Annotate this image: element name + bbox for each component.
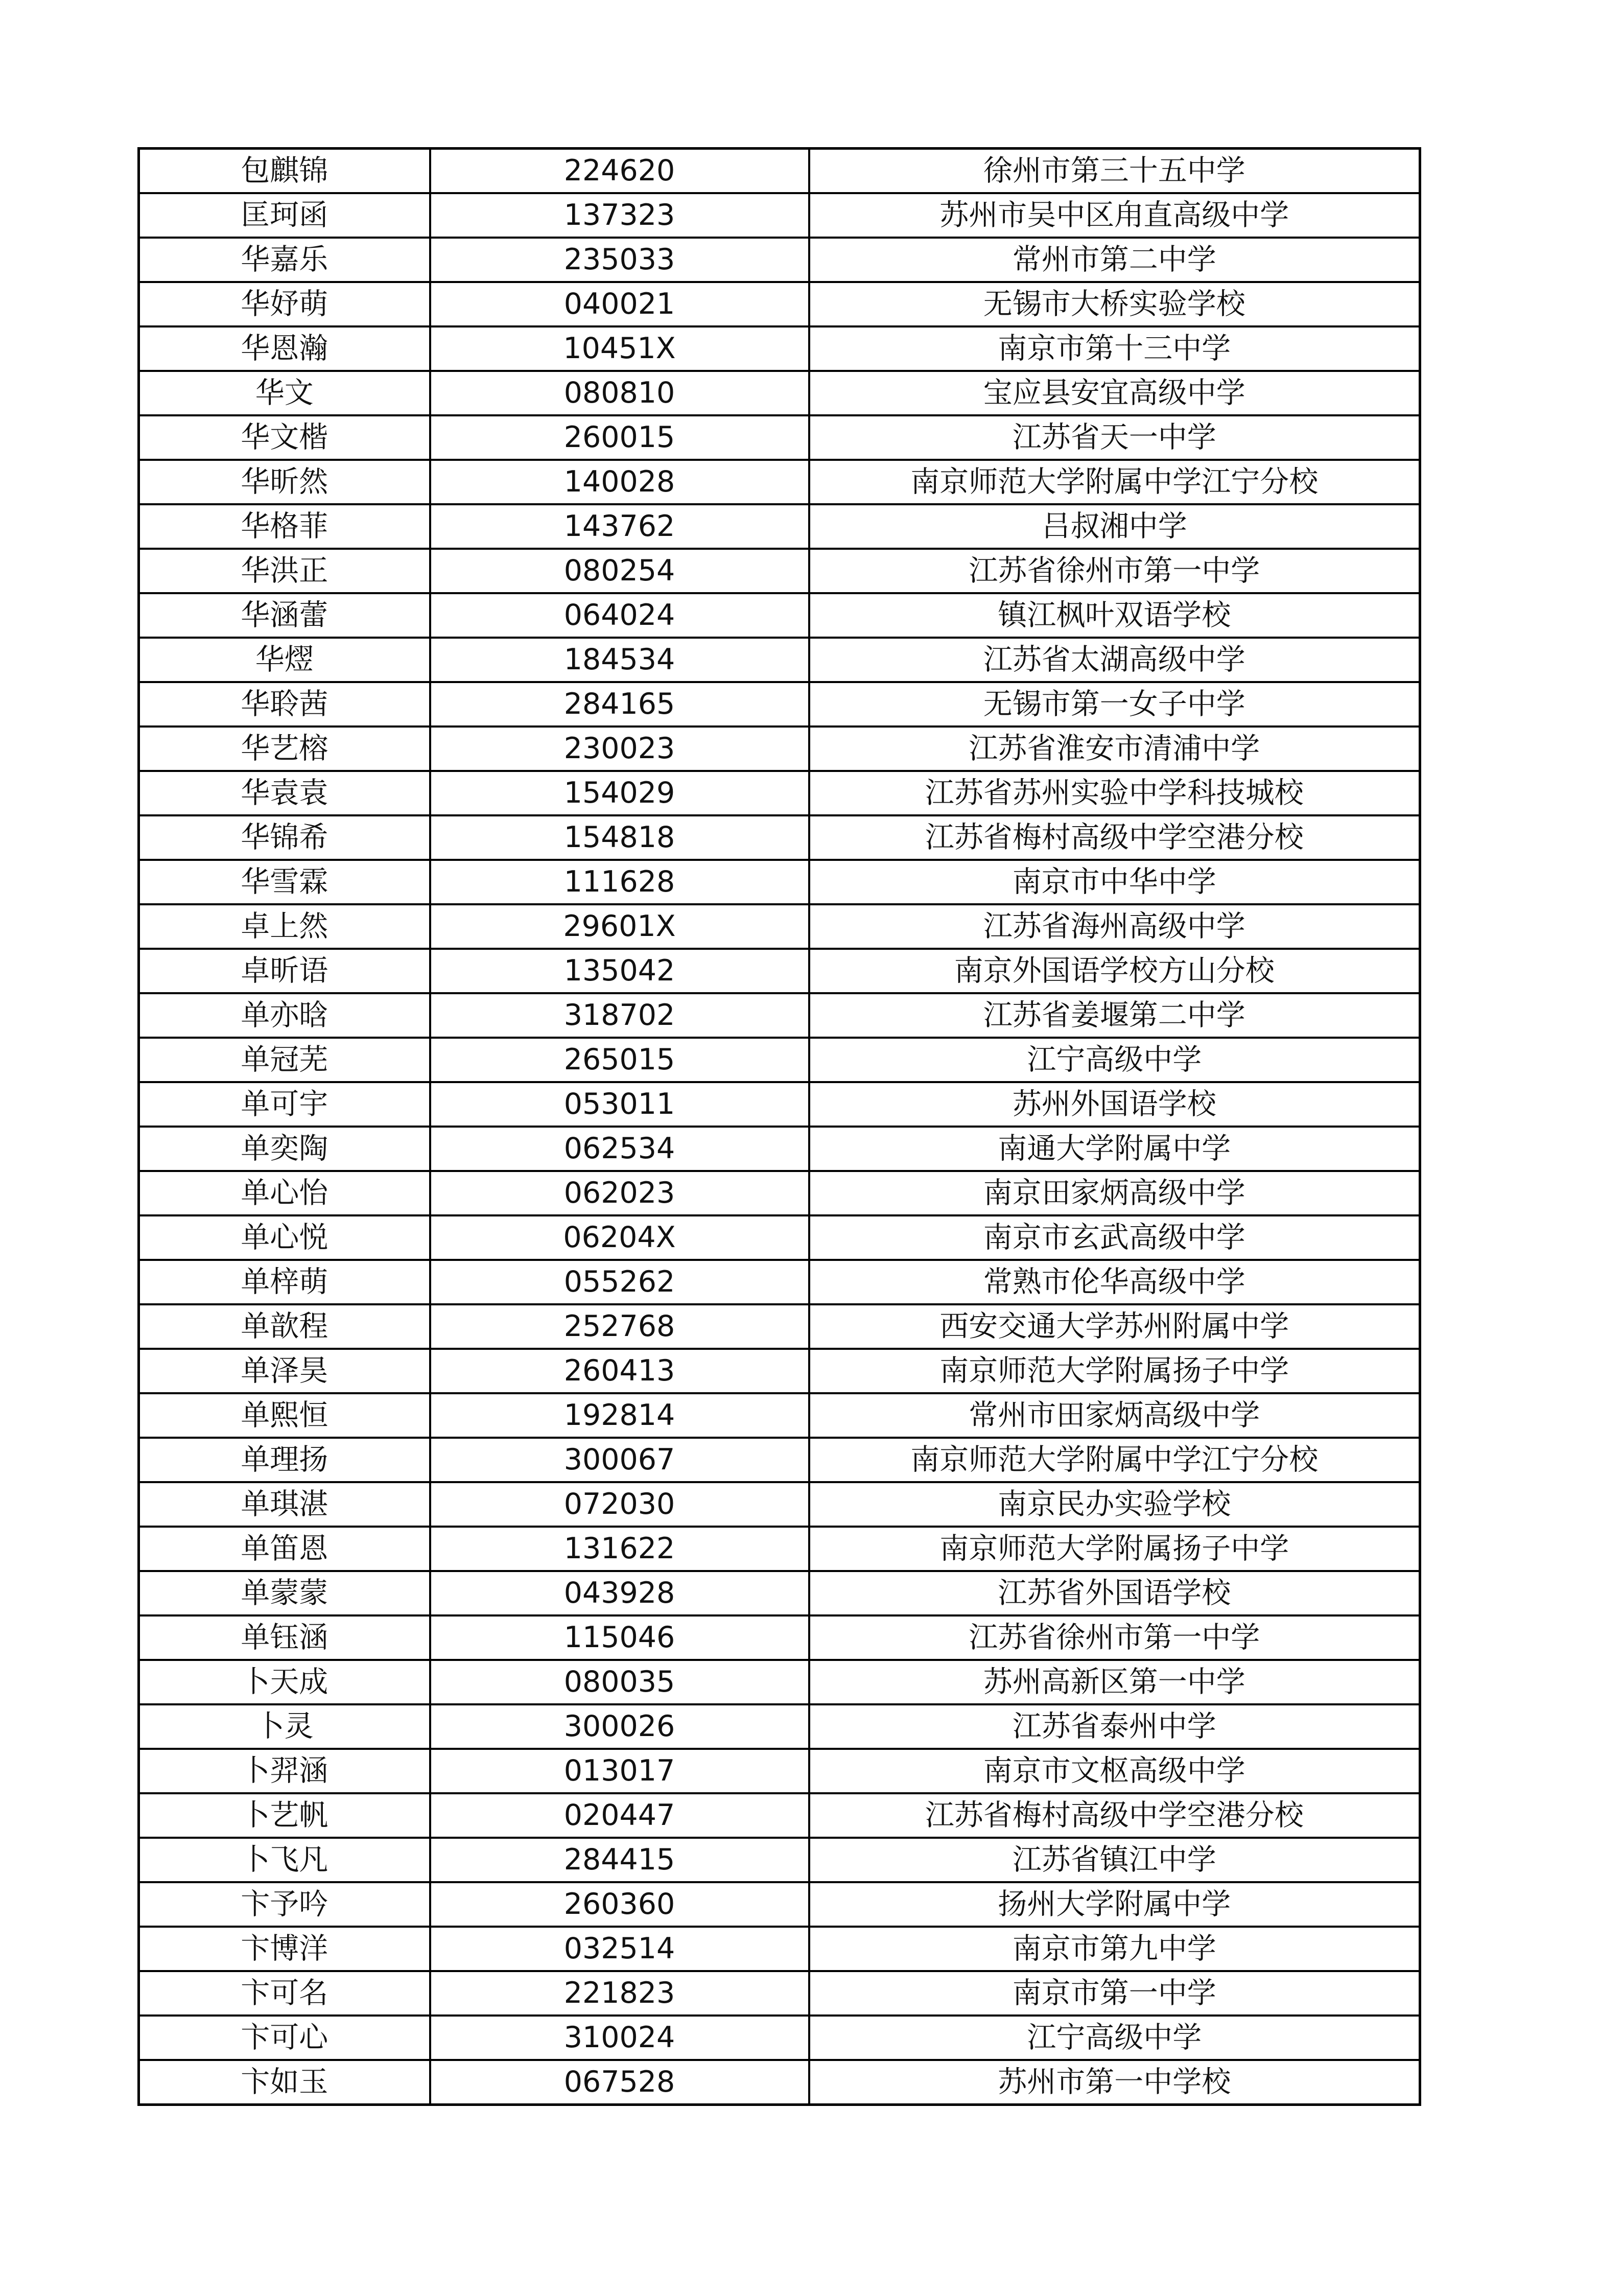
name-cell: 华锦希: [139, 815, 430, 860]
school-cell: 南京师范大学附属扬子中学: [809, 1349, 1420, 1393]
table-row: [139, 371, 1420, 415]
id-cell: 221823: [430, 1971, 809, 2016]
name-cell: 单梓萌: [139, 1260, 430, 1304]
id-cell: 055262: [430, 1260, 809, 1304]
school-cell: 江苏省姜堰第二中学: [809, 993, 1420, 1038]
school-cell: 无锡市大桥实验学校: [809, 282, 1420, 326]
table-row: [139, 1838, 1420, 1882]
id-cell: 230023: [430, 727, 809, 771]
table-row: [139, 1349, 1420, 1393]
school-cell: 江苏省苏州实验中学科技城校: [809, 771, 1420, 815]
name-cell: 匡珂函: [139, 193, 430, 238]
id-cell: 067528: [430, 2060, 809, 2105]
name-cell: 单蒙蒙: [139, 1571, 430, 1615]
school-cell: 江苏省徐州市第一中学: [809, 1615, 1420, 1660]
school-cell: 宝应县安宜高级中学: [809, 371, 1420, 415]
school-cell: 江苏省镇江中学: [809, 1838, 1420, 1882]
name-cell: 华妤萌: [139, 282, 430, 326]
name-cell: 卜飞凡: [139, 1838, 430, 1882]
id-cell: 260015: [430, 415, 809, 460]
school-cell: 常州市第二中学: [809, 238, 1420, 282]
school-cell: 常熟市伦华高级中学: [809, 1260, 1420, 1304]
id-cell: 137323: [430, 193, 809, 238]
id-cell: 032514: [430, 1927, 809, 1971]
id-cell: 29601X: [430, 904, 809, 949]
name-cell: 华洪正: [139, 549, 430, 593]
school-cell: 苏州市第一中学校: [809, 2060, 1420, 2105]
id-cell: 053011: [430, 1082, 809, 1127]
name-cell: 华聆茜: [139, 682, 430, 727]
school-cell: 江苏省徐州市第一中学: [809, 549, 1420, 593]
name-cell: 卞如玉: [139, 2060, 430, 2105]
id-cell: 184534: [430, 638, 809, 682]
school-cell: 南京外国语学校方山分校: [809, 949, 1420, 993]
table-row: [139, 2016, 1420, 2060]
name-cell: 卞予吟: [139, 1882, 430, 1927]
table-row: [139, 193, 1420, 238]
school-cell: 镇江枫叶双语学校: [809, 593, 1420, 638]
name-cell: 单笛恩: [139, 1527, 430, 1571]
name-cell: 华恩瀚: [139, 326, 430, 371]
id-cell: 135042: [430, 949, 809, 993]
table-row: [139, 1482, 1420, 1527]
table-row: [139, 2060, 1420, 2105]
name-cell: 单可宇: [139, 1082, 430, 1127]
id-cell: 192814: [430, 1393, 809, 1438]
table-row: [139, 282, 1420, 326]
table-row: [139, 1971, 1420, 2016]
id-cell: 300067: [430, 1438, 809, 1482]
id-cell: 260413: [430, 1349, 809, 1393]
school-cell: 南京市第十三中学: [809, 326, 1420, 371]
name-cell: 卜灵: [139, 1704, 430, 1749]
id-cell: 131622: [430, 1527, 809, 1571]
table-row: [139, 1171, 1420, 1215]
school-cell: 南京市第一中学: [809, 1971, 1420, 2016]
name-cell: 单心怡: [139, 1171, 430, 1215]
name-cell: 单泽昊: [139, 1349, 430, 1393]
table-row: [139, 1660, 1420, 1704]
school-cell: 江苏省梅村高级中学空港分校: [809, 1793, 1420, 1838]
name-cell: 华雪霖: [139, 860, 430, 904]
name-cell: 华袁袁: [139, 771, 430, 815]
table-row: [139, 1527, 1420, 1571]
name-cell: 单歆程: [139, 1304, 430, 1349]
school-cell: 南京市玄武高级中学: [809, 1215, 1420, 1260]
school-cell: 江宁高级中学: [809, 1038, 1420, 1082]
table-row: [139, 771, 1420, 815]
name-cell: 卜羿涵: [139, 1749, 430, 1793]
table-row: [139, 727, 1420, 771]
school-cell: 江宁高级中学: [809, 2016, 1420, 2060]
name-cell: 华文: [139, 371, 430, 415]
school-cell: 江苏省太湖高级中学: [809, 638, 1420, 682]
table-row: [139, 682, 1420, 727]
table-row: [139, 1393, 1420, 1438]
table-row: [139, 1571, 1420, 1615]
name-cell: 卞博洋: [139, 1927, 430, 1971]
name-cell: 单心悦: [139, 1215, 430, 1260]
school-cell: 扬州大学附属中学: [809, 1882, 1420, 1927]
school-cell: 南京田家炳高级中学: [809, 1171, 1420, 1215]
table-row: [139, 149, 1420, 194]
name-cell: 单理扬: [139, 1438, 430, 1482]
id-cell: 154029: [430, 771, 809, 815]
table-row: [139, 1260, 1420, 1304]
name-cell: 单亦晗: [139, 993, 430, 1038]
name-cell: 卜天成: [139, 1660, 430, 1704]
id-cell: 080254: [430, 549, 809, 593]
name-cell: 卞可名: [139, 1971, 430, 2016]
table-row: [139, 549, 1420, 593]
name-cell: 华格菲: [139, 504, 430, 549]
name-cell: 卜艺帆: [139, 1793, 430, 1838]
id-cell: 040021: [430, 282, 809, 326]
student-table-body: [139, 149, 1420, 2105]
school-cell: 南京师范大学附属中学江宁分校: [809, 1438, 1420, 1482]
id-cell: 080035: [430, 1660, 809, 1704]
table-row: [139, 1438, 1420, 1482]
table-row: [139, 326, 1420, 371]
id-cell: 064024: [430, 593, 809, 638]
school-cell: 江苏省梅村高级中学空港分校: [809, 815, 1420, 860]
table-row: [139, 949, 1420, 993]
table-row: [139, 1793, 1420, 1838]
school-cell: 南京市第九中学: [809, 1927, 1420, 1971]
name-cell: 卓上然: [139, 904, 430, 949]
table-row: [139, 1882, 1420, 1927]
id-cell: 115046: [430, 1615, 809, 1660]
id-cell: 318702: [430, 993, 809, 1038]
name-cell: 华嘉乐: [139, 238, 430, 282]
name-cell: 华熤: [139, 638, 430, 682]
id-cell: 140028: [430, 460, 809, 504]
school-cell: 南京民办实验学校: [809, 1482, 1420, 1527]
school-cell: 江苏省泰州中学: [809, 1704, 1420, 1749]
id-cell: 224620: [430, 149, 809, 194]
school-cell: 南京市文枢高级中学: [809, 1749, 1420, 1793]
table-row: [139, 1127, 1420, 1171]
table-row: [139, 1082, 1420, 1127]
table-row: [139, 415, 1420, 460]
id-cell: 06204X: [430, 1215, 809, 1260]
table-row: [139, 1704, 1420, 1749]
table-row: [139, 1038, 1420, 1082]
school-cell: 南京师范大学附属中学江宁分校: [809, 460, 1420, 504]
table-row: [139, 1927, 1420, 1971]
table-row: [139, 460, 1420, 504]
id-cell: 062023: [430, 1171, 809, 1215]
table-row: [139, 504, 1420, 549]
name-cell: 卞可心: [139, 2016, 430, 2060]
school-cell: 徐州市第三十五中学: [809, 149, 1420, 194]
id-cell: 143762: [430, 504, 809, 549]
name-cell: 华艺榕: [139, 727, 430, 771]
school-cell: 南通大学附属中学: [809, 1127, 1420, 1171]
table-row: [139, 904, 1420, 949]
school-cell: 西安交通大学苏州附属中学: [809, 1304, 1420, 1349]
student-table: [137, 147, 1421, 2106]
name-cell: 华昕然: [139, 460, 430, 504]
school-cell: 常州市田家炳高级中学: [809, 1393, 1420, 1438]
school-cell: 无锡市第一女子中学: [809, 682, 1420, 727]
table-row: [139, 860, 1420, 904]
school-cell: 吕叔湘中学: [809, 504, 1420, 549]
school-cell: 苏州外国语学校: [809, 1082, 1420, 1127]
name-cell: 单熙恒: [139, 1393, 430, 1438]
school-cell: 江苏省外国语学校: [809, 1571, 1420, 1615]
id-cell: 284415: [430, 1838, 809, 1882]
id-cell: 013017: [430, 1749, 809, 1793]
school-cell: 江苏省天一中学: [809, 415, 1420, 460]
table-row: [139, 993, 1420, 1038]
id-cell: 252768: [430, 1304, 809, 1349]
id-cell: 260360: [430, 1882, 809, 1927]
id-cell: 062534: [430, 1127, 809, 1171]
name-cell: 包麒锦: [139, 149, 430, 194]
id-cell: 072030: [430, 1482, 809, 1527]
school-cell: 南京师范大学附属扬子中学: [809, 1527, 1420, 1571]
id-cell: 080810: [430, 371, 809, 415]
id-cell: 10451X: [430, 326, 809, 371]
id-cell: 020447: [430, 1793, 809, 1838]
name-cell: 单钰涵: [139, 1615, 430, 1660]
id-cell: 235033: [430, 238, 809, 282]
name-cell: 华涵蕾: [139, 593, 430, 638]
id-cell: 154818: [430, 815, 809, 860]
name-cell: 单冠芜: [139, 1038, 430, 1082]
school-cell: 江苏省淮安市清浦中学: [809, 727, 1420, 771]
table-row: [139, 238, 1420, 282]
table-row: [139, 1215, 1420, 1260]
school-cell: 江苏省海州高级中学: [809, 904, 1420, 949]
name-cell: 单琪湛: [139, 1482, 430, 1527]
name-cell: 华文楷: [139, 415, 430, 460]
name-cell: 卓昕语: [139, 949, 430, 993]
school-cell: 苏州高新区第一中学: [809, 1660, 1420, 1704]
school-cell: 苏州市吴中区甪直高级中学: [809, 193, 1420, 238]
table-row: [139, 1615, 1420, 1660]
id-cell: 111628: [430, 860, 809, 904]
table-row: [139, 638, 1420, 682]
id-cell: 284165: [430, 682, 809, 727]
id-cell: 310024: [430, 2016, 809, 2060]
table-row: [139, 1304, 1420, 1349]
id-cell: 300026: [430, 1704, 809, 1749]
name-cell: 单奕陶: [139, 1127, 430, 1171]
id-cell: 265015: [430, 1038, 809, 1082]
table-row: [139, 815, 1420, 860]
id-cell: 043928: [430, 1571, 809, 1615]
table-row: [139, 593, 1420, 638]
school-cell: 南京市中华中学: [809, 860, 1420, 904]
table-row: [139, 1749, 1420, 1793]
